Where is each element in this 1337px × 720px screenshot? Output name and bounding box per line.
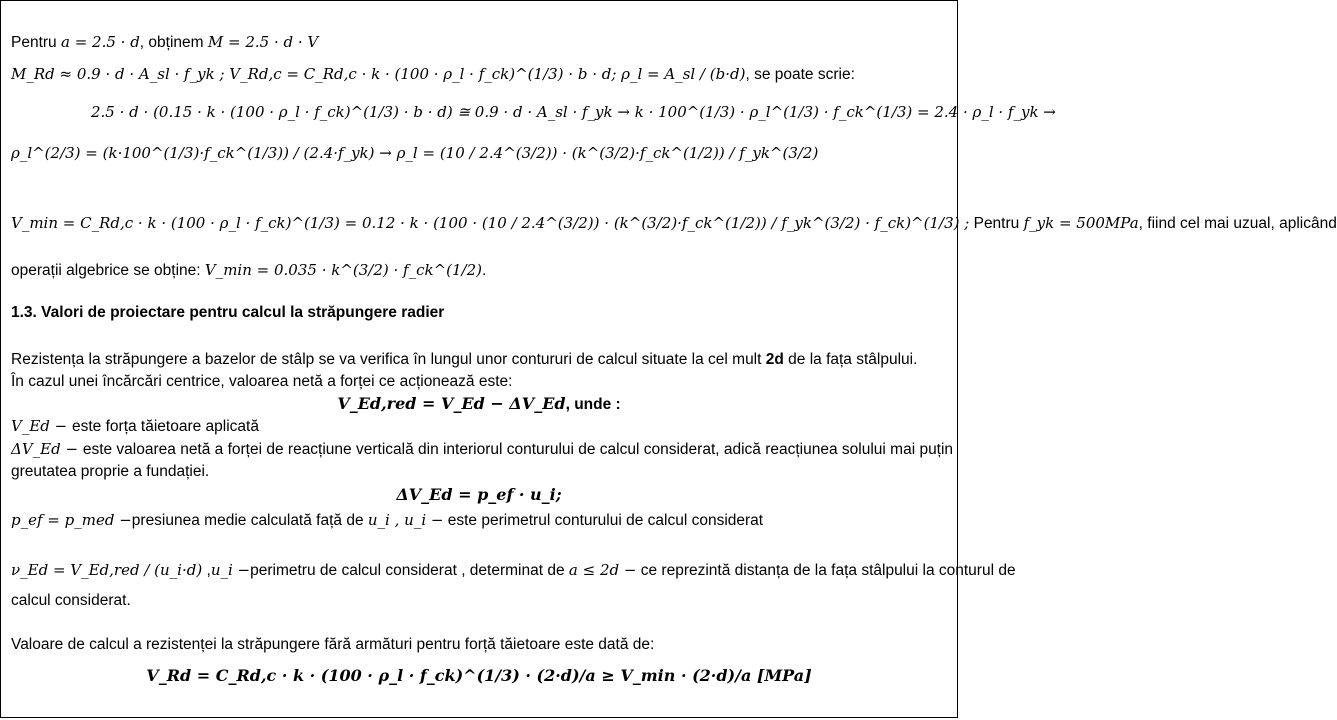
equation-vrd (1, 667, 957, 686)
formula-vmin-result: V_min = 0.035 · k^(3/2) · f_ck^(1/2) (204, 261, 483, 279)
formula-fyk: f_yk = 500MPa (1023, 214, 1139, 232)
definition-delta-ved-continued: greutatea proprie a fundației. (11, 463, 210, 480)
distance-2d: 2d (765, 351, 784, 368)
period: . (482, 262, 487, 279)
definition-ved (11, 417, 259, 436)
operatii-text: operații algebrice se obține: (11, 262, 205, 279)
symbol-pef: p_ef = p_med − (11, 511, 132, 529)
distanta-text: ce reprezintă distanța de la fața stâlpului la conturul de (636, 562, 1016, 579)
definition-delta-ved (11, 440, 953, 459)
line-mrd-vrd (11, 65, 855, 84)
symbol-delta-ved: ΔV_Ed − (11, 440, 83, 458)
rezistenta-text: Rezistența la străpungere a bazelor de stâlp se va verifica în lungul unor contururi de calcul situate la cel mult (11, 351, 766, 368)
equation-delta-ved (1, 486, 957, 505)
formula-m: M = 2.5 · d · V (207, 33, 319, 51)
formula-delta-ved: ΔV_Ed = p_ef · u_i; (396, 485, 562, 504)
formula-derivation: 2.5 · d · (0.15 · k · (100 · ρ_l · f_ck)^(1/3) · b · d) ≅ 0.9 · d · A_sl · f_yk → k · 100^(1/3) · ρ_l^(1/3) · f_ck^(1/3) = 2.4 · ρ_l · f_yk → (91, 103, 1056, 121)
fata-stalpului-text: de la fața stâlpului. (783, 351, 918, 368)
symbol-ved: V_Ed − (11, 417, 72, 435)
definition-ved-stress-continued: calcul considerat. (11, 592, 131, 609)
equation-ved-red (1, 395, 957, 414)
ui-description: este perimetrul conturului de calcul considerat (443, 512, 764, 529)
formula-rho-l: ρ_l^(2/3) = (k·100^(1/3)·f_ck^(1/3)) / (2.4·f_yk) → ρ_l = (10 / 2.4^(3/2)) · (k^(3/2)·f_ck^(1/2)) / f_yk^(3/2) (11, 144, 819, 162)
formula-ved-stress: ν_Ed = V_Ed,red / (u_i·d) (11, 561, 203, 579)
line-moment-intro (11, 33, 318, 52)
formula-ved-red: V_Ed,red = V_Ed − ΔV_Ed (337, 394, 566, 413)
symbol-ui: u_i , u_i − (367, 511, 444, 529)
formula-mrd-vrdc: M_Rd ≈ 0.9 · d · A_sl · f_yk ; V_Rd,c = C_Rd,c · k · (100 · ρ_l · f_ck)^(1/3) · b · d; ρ_l = A_sl / (b·d) (11, 65, 746, 83)
comma: , (202, 562, 211, 579)
intro-text-2: , obținem (139, 34, 208, 51)
definition-ved-stress (11, 561, 1016, 580)
unde-text: , unde : (565, 396, 621, 413)
condition-a: a ≤ 2d − (568, 561, 637, 579)
paragraph-valoare-calcul: Valoare de calcul a rezistenței la străpungere fără armături pentru forță tăietoare este dată de: (11, 636, 655, 653)
formula-vrd: V_Rd = C_Rd,c · k · (100 · ρ_l · f_ck)^(1/3) · (2·d)/a ≥ V_min · (2·d)/a [MPa] (146, 666, 812, 685)
ved-description: este forța tăietoare aplicată (72, 418, 259, 435)
formula-a: a = 2.5 · d (60, 33, 140, 51)
line-rho-l (11, 144, 818, 163)
paragraph-rezistenta (11, 351, 917, 369)
pentru-text: Pentru (969, 215, 1024, 232)
definition-pef (11, 511, 763, 530)
delta-ved-description: este valoarea netă a forței de reacțiune verticală din interiorul conturului de calcul considerat, adică reacțiunea solului mai puțin (82, 441, 954, 458)
formula-vmin-expanded: V_min = C_Rd,c · k · (100 · ρ_l · f_ck)^(1/3) = 0.12 · k · (100 · (10 / 2.4^(3/2)) · (k^(3/2)·f_ck^(1/2)) / f_yk^(3/2) · f_ck)^(1/3) ; (11, 214, 970, 232)
paragraph-incarcari-centrice: În cazul unei încărcări centrice, valoarea netă a forței ce acționează este: (11, 373, 513, 390)
line-vmin (11, 214, 1337, 233)
fiind-uzual-text: , fiind cel mai uzual, aplicând (1138, 215, 1337, 232)
line-vmin-result (11, 261, 486, 280)
intro-text: Pentru (11, 34, 61, 51)
pef-description: presiunea medie calculată față de (131, 512, 368, 529)
perimetru-text: perimetru de calcul considerat , determinat de (250, 562, 569, 579)
line-equality-derivation (91, 103, 1056, 122)
section-heading: 1.3. Valori de proiectare pentru calcul la străpungere radier (11, 304, 445, 321)
se-poate-scrie-text: , se poate scrie: (745, 66, 855, 83)
symbol-ui-2: u_i − (210, 561, 251, 579)
